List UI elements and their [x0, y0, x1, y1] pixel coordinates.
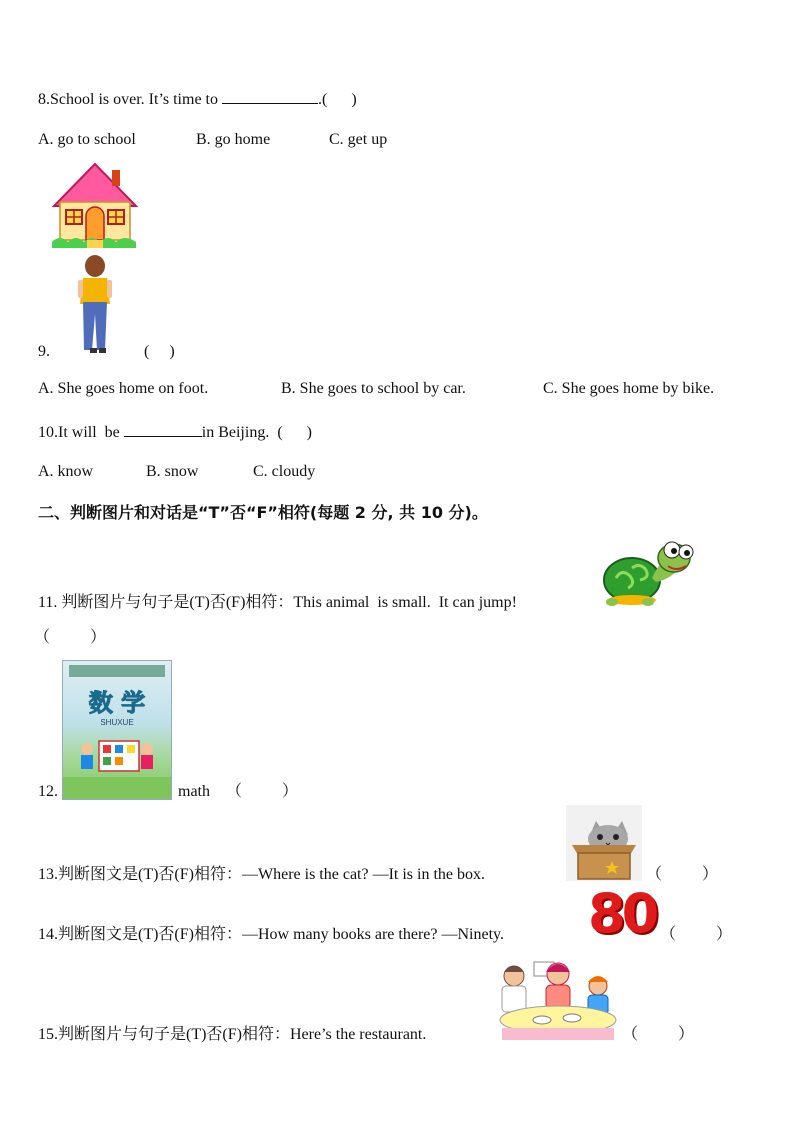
option-a[interactable]: A. know	[38, 463, 94, 480]
answer-paren[interactable]: （ ）	[646, 866, 719, 883]
question-9: 9.	[38, 343, 50, 360]
answer-paren[interactable]: （ ）	[34, 629, 107, 646]
answer-paren[interactable]: .( )	[318, 91, 357, 108]
answer-blank[interactable]	[222, 88, 318, 104]
answer-paren[interactable]: ( )	[144, 343, 175, 360]
book-banner	[69, 665, 165, 677]
option-c[interactable]: C. She goes home by bike.	[543, 380, 715, 397]
turtle-picture	[602, 538, 694, 608]
restaurant-picture	[498, 958, 618, 1040]
word-math: math	[178, 783, 210, 800]
math-book-picture	[62, 660, 172, 800]
answer-paren[interactable]: （ ）	[226, 783, 299, 800]
option-c[interactable]: C. cloudy	[253, 463, 316, 480]
option-b[interactable]: B. go home	[196, 131, 271, 148]
option-a[interactable]: A. She goes home on foot.	[38, 380, 209, 397]
answer-blank[interactable]	[124, 421, 202, 437]
answer-paren[interactable]: in Beijing. ( )	[201, 424, 312, 441]
option-b[interactable]: B. snow	[146, 463, 199, 480]
option-b[interactable]: B. She goes to school by car.	[281, 380, 466, 397]
answer-paren[interactable]: （ ）	[660, 926, 733, 943]
option-a[interactable]: A. go to school	[38, 131, 136, 148]
house-girl-picture	[52, 160, 138, 360]
question-12: 12.	[38, 783, 58, 800]
number-80-picture: 80	[588, 882, 656, 945]
children-illustration	[63, 727, 171, 797]
cat-in-box-picture	[566, 805, 642, 881]
book-title: 数 学	[88, 688, 146, 717]
question-14: 14.判断图文是(T)否(F)相符：—How many books are there? —Ninety.	[38, 926, 504, 943]
answer-paren[interactable]: （ ）	[622, 1026, 695, 1043]
question-8: 8.School is over. It’s time to .( )	[38, 88, 357, 110]
question-11: 11. 判断图片与句子是(T)否(F)相符：This animal is small. It can jump!	[38, 594, 517, 611]
question-13: 13.判断图文是(T)否(F)相符：—Where is the cat? —It is in the box.	[38, 866, 486, 883]
option-c[interactable]: C. get up	[329, 131, 388, 148]
book-pinyin: SHUXUE	[100, 718, 134, 727]
question-15: 15.判断图片与句子是(T)否(F)相符：Here’s the restaurant.	[38, 1026, 427, 1043]
section-heading: 二、判断图片和对话是“T”否“F”相符(每题 2 分, 共 10 分)。	[38, 503, 488, 522]
question-10: 10.It will be in Beijing. ( )	[38, 421, 312, 443]
